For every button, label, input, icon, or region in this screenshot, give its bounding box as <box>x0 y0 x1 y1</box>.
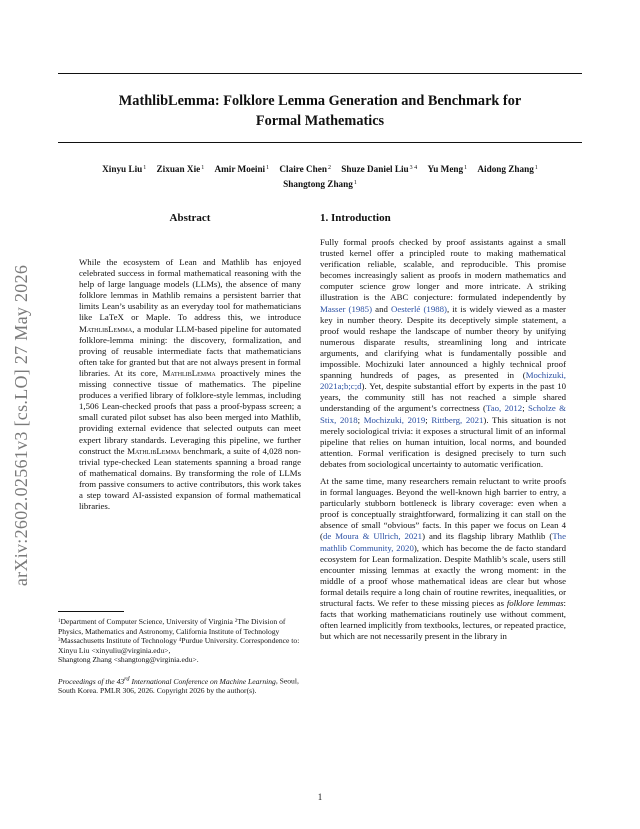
title-line-2: Formal Mathematics <box>255 113 385 129</box>
correspondence-1: Xinyu Liu <xinyuliu@virginia.edu>, <box>58 645 171 655</box>
right-column <box>320 211 566 642</box>
arxiv-identifier: arXiv:2602.02561v3 [cs.LO] 27 May 2026 <box>11 264 32 586</box>
citation-link[interactable]: Oesterlé (1988) <box>391 303 447 314</box>
title-rule-bottom <box>58 142 582 143</box>
intro-paragraph-1: Fully formal proofs checked by proof assistants against a small trusted kernel offer a principled route to making mathematical verification reliable, scalable, and reproducible. This promise becomes increasingly salient as proofs in modern mathematics and computer science grow longer and more intricate. A striking illustration is the ABC conjecture: formulated independently by Masser (1985) and Oesterlé (1988), it is widely viewed as a master key in number theory. Despite its deceptively simple statement, a proof would reshape the landscape of number theory by unifying numerous disparate results, streamlining long and intricate arguments, and clarifying what is fundamentally possible and impossible. Mochizuki later announced a highly technical proof spanning hundreds of pages, as presented in (Mochizuki, 2021a;b;c;d). Yet, despite substantial effort by experts in the past 10 years, the community still has not reached a simple shared understanding of the argument’s correctness (Tao, 2012; Scholze & Stix, 2018; Mochizuki, 2019; Rittberg, 2021). This situation is not merely sociological trivia: it exposes a structural limit of an informal pipeline that relies on human intuition, local norms, and bounded attention. Formal verification is designed precisely to turn such debates from sociological uncertainty to automatic verification. <box>320 237 566 469</box>
author: Aidong Zhang$^1$ <box>477 164 538 174</box>
introduction-heading: 1. Introduction <box>320 212 391 224</box>
paper-title <box>58 91 582 131</box>
author: Claire Chen$^2$ <box>279 164 331 174</box>
left-column <box>79 211 301 512</box>
citation-link[interactable]: The mathlib Community, 2020 <box>320 531 566 553</box>
citation-link[interactable]: Scholze & Stix, 2018 <box>320 403 566 425</box>
intro-paragraph-2: At the same time, many researchers remain reluctant to write proofs in formal languages. Beyond the well-known high barrier to entry, a particularly stubborn bottleneck is library coverage: even when a proof is conceptually straightforward, formalizing it can stall on the absence of small “obvious” facts. In this paper we focus on Lean 4 (de Moura & Ullrich, 2021) and its flagship library Mathlib (The mathlib Community, 2020), which has become the de facto standard ecosystem for Lean formalization. Despite Mathlib’s scale, users still encounter missing lemmas at exactly the wrong moment: in the middle of a proof whose mathematical ideas are clear but whose formal details require a long chain of routine rewrites, inequalities, or structural facts. We refer to these missing pieces as folklore lemmas: facts that working mathematicians routinely use without comment, often learned implicitly from textbooks, lectures, or repeated practice, but which are not necessarily present in the library in <box>320 475 566 642</box>
author: Xinyu Liu$^1$ <box>102 164 147 174</box>
citation-link[interactable]: Masser (1985) <box>320 303 373 314</box>
title-rule-top <box>58 73 582 74</box>
author: Yu Meng$^1$ <box>427 164 468 174</box>
author-list <box>58 162 582 191</box>
abstract-heading: Abstract <box>169 212 211 224</box>
citation-link[interactable]: de Moura & Ullrich, 2021 <box>322 531 423 542</box>
latex-logo: LaTeX <box>99 312 124 323</box>
arxiv-stamp <box>3 240 41 610</box>
affiliation-footnote: $^1$Department of Computer Science, University of Virginia $^2$The Division of Physics, Mathematics and Astronomy, California Institute of Technology $^3$Massachusetts Institute of Technology $^4$Purdue University. Correspondence to: Xinyu Liu <xinyuliu@virginia.edu>, Shangtong Zhang <shangtong@virginia.edu>. <box>58 617 300 665</box>
correspondence-2: Shangtong Zhang <shangtong@virginia.edu>. <box>58 655 199 665</box>
citation-link[interactable]: Tao, 2012 <box>486 403 523 414</box>
citation-link[interactable]: Mochizuki, 2019 <box>363 414 426 425</box>
system-name: MathlibLemma <box>162 367 216 378</box>
emphasis-folklore: folklore lemmas <box>506 598 564 608</box>
citation-link[interactable]: Rittberg, 2021 <box>431 414 484 425</box>
system-name: MathlibLemma <box>127 445 181 456</box>
system-name: MathlibLemma <box>79 323 133 334</box>
author: Amir Moeini$^1$ <box>214 164 270 174</box>
author: Shangtong Zhang$^1$ <box>283 178 357 189</box>
proceedings-note: Proceedings of the 43rd International Conference on Machine Learning, Seoul, South Korea. PMLR 306, 2026. Copyright 2026 by the author(s). <box>58 674 299 696</box>
title-line-1: MathlibLemma: Folklore Lemma Generation and Benchmark for <box>118 93 522 109</box>
citation-link[interactable]: Mochizuki, 2021a;b;c;d <box>320 370 566 392</box>
footnote-rule <box>58 611 124 612</box>
author: Zixuan Xie$^1$ <box>156 164 205 174</box>
footnote-block <box>58 611 302 696</box>
page-number: 1 <box>317 792 323 802</box>
author: Shuze Daniel Liu$^{3 4}$ <box>341 164 418 174</box>
abstract-body: While the ecosystem of Lean and Mathlib has enjoyed celebrated success in formal mathematical reasoning with the help of large language models (LLMs), the absence of many folklore lemmas in Mathlib remains a persistent barrier that limits Lean’s usability as an everyday tool for mathematicians like LaTeX or Maple. To address this, we introduce MathlibLemma, a modular LLM-based pipeline for automated folklore-lemma mining: the discovery, formalization, and proving of reusable intermediate facts that mathematicians often take for granted but that are not always present in formal libraries. At its core, MathlibLemma proactively mines the missing connective tissue of mathematics. The pipeline produces a verified library of folklore-style lemmas, including 1,506 Lean-checked proofs that pass a proof-bypass screen; a small curated pilot subset has also been merged into Mathlib, providing external evidence that selected outputs can meet expert library standards. Leveraging this pipeline, we further construct the MathlibLemma benchmark, a suite of 4,028 non-trivial type-checked Lean statements spanning a broad range of mathematical domains. By transforming the role of LLMs from passive consumers to active contributors, this work takes a step toward AI-assisted expansion of formal mathematical libraries. <box>79 257 302 512</box>
